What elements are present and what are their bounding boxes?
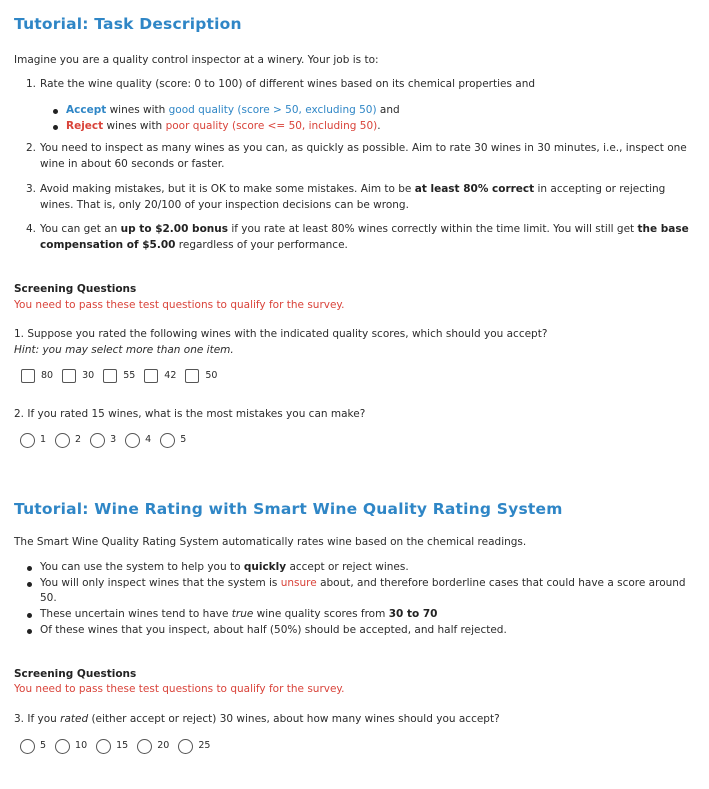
rating-bullet-1: You can use the system to help you to quickly accept or reject wines. (14, 560, 695, 576)
q2-option-3[interactable]: 3 (90, 433, 116, 448)
q1-option-30[interactable]: 30 (62, 369, 94, 383)
rating-bullet-4: Of these wines that you inspect, about half (50%) should be accepted, and half rejected. (14, 623, 695, 639)
q3-option-10[interactable]: 10 (55, 739, 87, 754)
radio[interactable] (55, 739, 70, 754)
screening-note-1: You need to pass these test questions to qualify for the survey. (14, 298, 345, 311)
rating-intro: The Smart Wine Quality Rating System automatically rates wine based on the chemical readings. (14, 536, 527, 548)
screening-heading-2: Screening Questions (14, 667, 137, 680)
task-intro: Imagine you are a quality control inspector at a winery. Your job is to: (14, 54, 379, 67)
radio[interactable] (125, 433, 140, 448)
reject-label: Reject (66, 119, 104, 132)
q2-option-5[interactable]: 5 (160, 433, 186, 448)
rating-bullets (14, 560, 695, 639)
radio[interactable] (20, 739, 35, 754)
question-1-hint: Hint: you may select more than one item. (14, 344, 234, 356)
accept-reject-list (40, 103, 695, 135)
q1-option-80[interactable]: 80 (21, 369, 53, 383)
question-3-options (14, 739, 695, 754)
checkbox[interactable] (144, 369, 158, 383)
radio[interactable] (55, 433, 70, 448)
checkbox[interactable] (21, 369, 35, 383)
radio[interactable] (137, 739, 152, 754)
question-2: 2. If you rated 15 wines, what is the most mistakes you can make? (14, 408, 366, 420)
accept-bullet: Accept wines with good quality (score > 50, excluding 50) and (40, 103, 695, 119)
question-1: 1. Suppose you rated the following wines with the indicated quality scores, which should you accept? (14, 328, 548, 341)
poor-quality-text: poor quality (score <= 50, including 50) (165, 119, 378, 132)
q3-option-20[interactable]: 20 (137, 739, 169, 754)
task-description-title: Tutorial: Task Description (14, 15, 242, 33)
rating-bullet-3: These uncertain wines tend to have true wine quality scores from 30 to 70 (14, 607, 695, 623)
q3-option-5[interactable]: 5 (20, 739, 46, 754)
q3-option-15[interactable]: 15 (96, 739, 128, 754)
task-item-1: 1. Rate the wine quality (score: 0 to 100) of different wines based on its chemical properties and Accept wines with good quality (score > 50, excluding 50) and Reject wines with poor quality (score <= 50, including 50). (14, 77, 695, 134)
radio[interactable] (90, 433, 105, 448)
rating-bullet-2: You will only inspect wines that the system is unsure about, and therefore borderline cases that could have a score around 50. (14, 576, 695, 608)
radio[interactable] (20, 433, 35, 448)
question-3: 3. If you rated (either accept or reject) 30 wines, about how many wines should you accept? (14, 713, 500, 725)
question-2-options (14, 433, 695, 448)
good-quality-text: good quality (score > 50, excluding 50) (168, 103, 377, 116)
question-1-options (14, 369, 695, 383)
q2-option-1[interactable]: 1 (20, 433, 46, 448)
q2-option-4[interactable]: 4 (125, 433, 151, 448)
wine-rating-title: Tutorial: Wine Rating with Smart Wine Quality Rating System (14, 499, 563, 518)
task-item-2: 2. You need to inspect as many wines as you can, as quickly as possible. Aim to rate 30 wines in 30 minutes, i.e., inspect one wine in about 60 seconds or faster. (26, 142, 687, 170)
q1-option-55[interactable]: 55 (103, 369, 135, 383)
screening-note-2: You need to pass these test questions to qualify for the survey. (14, 683, 345, 696)
task-item-3: 3. Avoid making mistakes, but it is OK to make some mistakes. Aim to be at least 80% correct in accepting or rejecting wines. That is, only 20/100 of your inspection decisions can be wrong. (26, 182, 666, 211)
q2-option-2[interactable]: 2 (55, 433, 81, 448)
q1-option-42[interactable]: 42 (144, 369, 176, 383)
checkbox[interactable] (103, 369, 117, 383)
checkbox[interactable] (185, 369, 199, 383)
accept-label: Accept (66, 103, 107, 116)
radio[interactable] (178, 739, 193, 754)
screening-heading-1: Screening Questions (14, 282, 137, 295)
task-item-4: 4. You can get an up to $2.00 bonus if you rate at least 80% wines correctly within the time limit. You will still get the base compensation of $5.00 regardless of your performance. (26, 223, 689, 251)
radio[interactable] (160, 433, 175, 448)
q1-option-50[interactable]: 50 (185, 369, 217, 383)
checkbox[interactable] (62, 369, 76, 383)
reject-bullet: Reject wines with poor quality (score <= 50, including 50). (40, 119, 695, 135)
task-list (14, 77, 695, 254)
radio[interactable] (96, 739, 111, 754)
q3-option-25[interactable]: 25 (178, 739, 210, 754)
